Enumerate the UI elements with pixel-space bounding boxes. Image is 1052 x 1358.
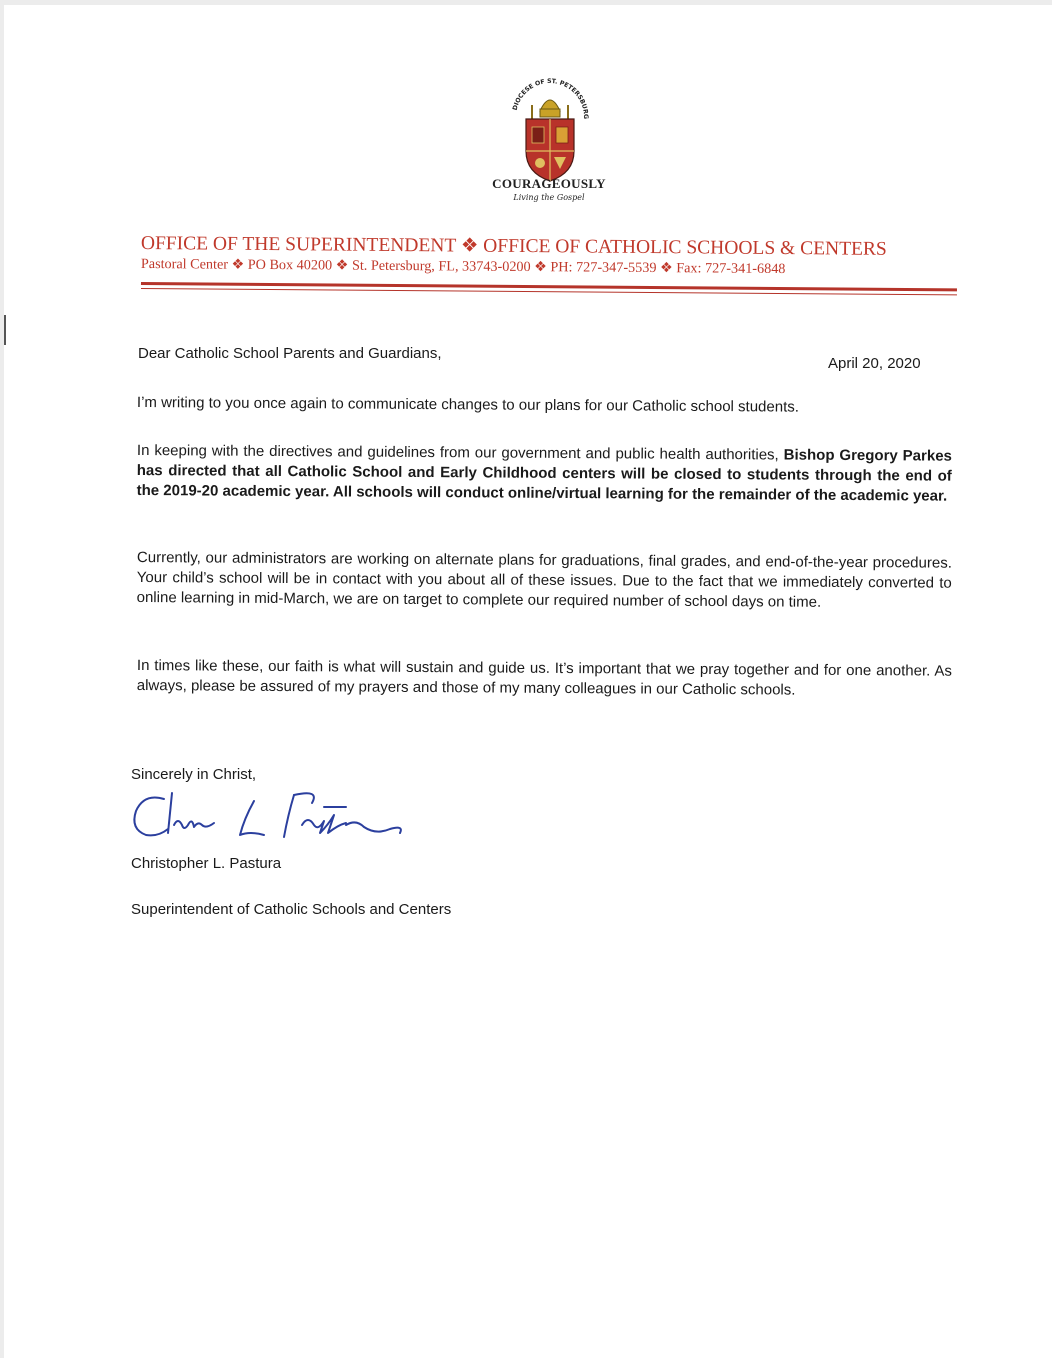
motto-subtitle: Living the Gospel — [513, 193, 585, 202]
paragraph-2-bold: Bishop Gregory Parkes has directed that all Catholic School and Early Childhood centers will be closed to students through the end of the 2019-20 academic year. All schools will conduct online/virtual learning for the remainder of the academic year. — [136, 446, 952, 505]
paragraph-4: In times like these, our faith is what will sustain and guide us. It’s important that we pray together and for one another. As always, please be assured of my prayers and those of my many colleagues in our Catholic schools. — [136, 657, 952, 699]
handwritten-signature — [124, 785, 414, 855]
diocese-crest-logo — [502, 71, 598, 189]
svg-text:DIOCESE OF ST. PETERSBURG: DIOCESE OF ST. PETERSBURG — [511, 77, 590, 120]
paragraph-2-intro: In keeping with the directives and guidelines from our government and public health authorities, — [136, 441, 784, 464]
paragraph-2 — [137, 441, 952, 507]
signer-name: Christopher L. Pastura — [131, 855, 282, 872]
motto: COURAGEOUSLY — [492, 176, 606, 191]
page-edge-mark — [4, 315, 6, 345]
letterhead-address: Pastoral Center ❖ PO Box 40200 ❖ St. Petersburg, FL, 33743-0200 ❖ PH: 727-347-5539 ❖ Fax: 727-341-6848 — [140, 256, 786, 278]
closing: Sincerely in Christ, — [131, 766, 257, 783]
paragraph-3: Currently, our administrators are working on alternate plans for graduations, final grades, and end-of-the-year procedures. Your child’s school will be in contact with you about all of these issues. Due to the fact that we immediately converted to online learning in mid-March, we are on target to complete our required number of school days on time. — [136, 549, 952, 611]
letterhead-title: OFFICE OF THE SUPERINTENDENT ❖ OFFICE OF CATHOLIC SCHOOLS & CENTERS — [140, 232, 887, 260]
paragraph-1: I’m writing to you once again to communicate changes to our plans for our Catholic school students. — [136, 393, 800, 416]
salutation: Dear Catholic School Parents and Guardians, — [138, 345, 442, 362]
letter-date: April 20, 2020 — [828, 355, 921, 372]
letter-page — [4, 5, 1052, 1358]
signer-title: Superintendent of Catholic Schools and Centers — [131, 901, 452, 918]
letterhead-rule-thick — [141, 282, 957, 291]
